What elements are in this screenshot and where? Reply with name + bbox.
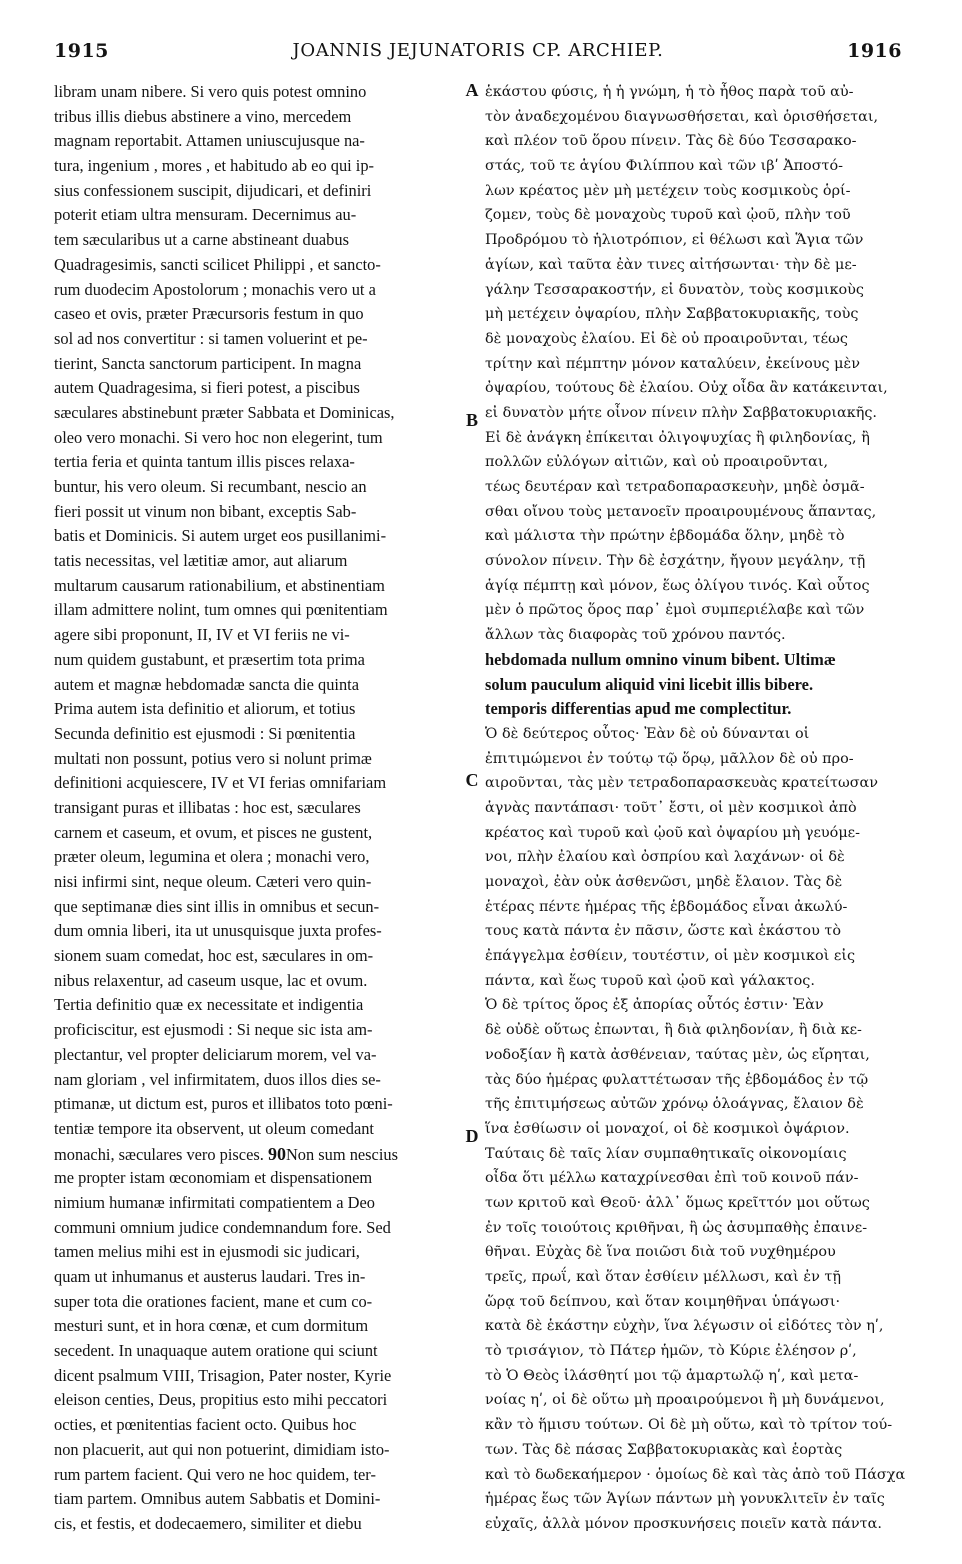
latin-line: tertia feria et quinta tantum illis pisces relaxa- [54, 452, 355, 472]
greek-line: δὲ οὐδὲ οὕτως ἐπωνται, ἢ διὰ φιληδονίαν, ἢ διὰ κε- [485, 1022, 862, 1039]
greek-line: ἑτέρας πέντε ἡμέρας τῆς ἑβδομάδος εἶναι ἀκωλύ- [485, 898, 848, 915]
latin-line: tem sæcularibus ut a carne abstineant duabus [54, 230, 349, 250]
latin-line: me propter istam œconomiam et dispensationem [54, 1168, 373, 1188]
greek-line: τρεῖς, πρωΐ, καὶ ὅταν ἐσθίειν μέλλωσι, καὶ ἐν τῇ [485, 1269, 841, 1285]
greek-line: πολλῶν εὐλόγων αἰτιῶν, καὶ οὐ προαιροῦνται, [485, 454, 829, 471]
greek-line: τέως δευτέραν καὶ τετραδοπαρασκευὴν, μηδὲ ὀσμᾶ- [485, 479, 865, 495]
greek-line: μὲν ὁ πρῶτος ὅρος παρ᾽ ἐμοὶ συμπεριέλαβε καὶ τῶν [485, 602, 865, 619]
greek-line: τὸ Ὁ Θεὸς ἱλάσθητί μοι τῷ ἁμαρτωλῷ ηʹ, καὶ μετα- [485, 1367, 859, 1384]
greek-line: ἡμέρας ἕως τῶν Ἁγίων πάντων μὴ γονυκλιτεῖν ἐν ταῖς [485, 1491, 885, 1508]
greek-line: τὸ τρισάγιον, τὸ Πάτερ ἡμῶν, τὸ Κύριε ἐλέησον ρʹ, [485, 1343, 857, 1360]
greek-line: δὲ μοναχοὺς ἐλαίου. Εἰ δὲ οὐ προαιροῦνται, τέως [485, 330, 848, 347]
greek-line: νοίας ηʹ, οἱ δὲ οὕτω μὴ προαιρούμενοι ἢ μὴ δυνάμενοι, [485, 1392, 885, 1409]
latin-line: rum duodecim Apostolorum ; monachis vero ut a [54, 279, 376, 299]
running-title: JOANNIS JEJUNATORIS CP. ARCHIEP. [292, 40, 664, 61]
page-number-right: 1916 [847, 40, 902, 62]
greek-line: γάλην Τεσσαρακοστήν, εἰ δυνατὸν, τοὺς κοσμικοὺς [485, 281, 864, 298]
running-header [54, 40, 902, 70]
greek-line: τῆς ἐπιτιμήσεως αὐτῶν χρόνῳ ὁλοάγνας, ἔλαιον δὲ [485, 1096, 864, 1113]
greek-line: νοι, πλὴν ἐλαίου καὶ ὀσπρίου καὶ λαχάνων· οἱ δὲ [485, 849, 845, 866]
latin-line: super tota die orationes facient, mane et cum co- [54, 1291, 373, 1311]
latin-line: Quadragesimis, sancti scilicet Philippi , et sancto- [54, 254, 381, 274]
latin-line: batis et Dominicis. Si autem urget eos pusillanimi- [54, 526, 387, 546]
greek-line: εὐχαῖς, ἀλλὰ μόνον προσκυνήσεις ποιεῖν κατὰ πάντα. [485, 1515, 882, 1532]
latin-line: cis, et festis, et dodecaemero, similiter et diebu [54, 1513, 362, 1533]
latin-line: dicent psalmum VIII, Trisagion, Pater noster, Kyrie [54, 1365, 392, 1385]
latin-line: tamen melius mihi est in ejusmodi sic judicari, [54, 1242, 360, 1262]
latin-line: nibus relaxentur, ad caseum usque, lac et ovum. [54, 970, 368, 990]
greek-line: σθαι οἴνου τοὺς μετανοεῖν προαιρουμένους ἅπαντας, [485, 503, 877, 520]
greek-line: σύνολον πίνειν. Τὴν δὲ ἐσχάτην, ἤγουν μεγάλην, τῇ [485, 553, 866, 570]
greek-line: Ταύταις δὲ ταῖς λίαν συμπαθητικαῖς οἰκονομίαις [485, 1145, 847, 1162]
greek-line: νοδοξίαν ἢ κατὰ ἀσθένειαν, ταύτας μὲν, ὡς εἴρηται, [485, 1046, 870, 1063]
latin-line: sius confessionem suscipit, dijudicari, et definiri [54, 180, 372, 200]
greek-line: καὶ μάλιστα τὴν πρώτην ἑβδομάδα ὅλην, μηδὲ τὸ [485, 528, 845, 545]
latin-line: rum partem facient. Qui vero ne hoc quidem, ter- [54, 1464, 376, 1484]
page-number-left: 1915 [54, 40, 109, 62]
latin-line: tribus illis diebus abstinere a vino, mercedem [54, 106, 352, 126]
greek-line: κρέατος καὶ τυροῦ καὶ ᾠοῦ καὶ ὀψαρίου μὴ γευόμε- [485, 824, 860, 841]
latin-line: temporis differentias apud me complectitur. [485, 699, 792, 719]
greek-line: τρίτην καὶ πέμπτην μόνον καταλύειν, ἐκείνους μὲν [485, 355, 860, 372]
latin-line: agere sibi proponunt, II, IV et VI feriis ne vi- [54, 625, 350, 645]
latin-line: sæculares abstinebunt præter Sabbata et Dominicas, [54, 402, 395, 422]
greek-line: Ὁ δὲ δεύτερος οὗτος· Ἐὰν δὲ οὐ δύνανται οἱ [485, 725, 810, 742]
greek-line: κἂν τὸ ἥμισυ τούτων. Οἱ δὲ μὴ οὕτω, καὶ τὸ τρίτον τού- [485, 1417, 893, 1434]
latin-line: num quidem gustabunt, et præsertim tota prima [54, 649, 365, 669]
section-marker-b: B [465, 410, 478, 430]
greek-line: ἐπιτιμώμενοι ἐν τούτῳ τῷ ὅρῳ, μᾶλλον δὲ οὐ προ- [485, 750, 854, 767]
greek-line: αιροῦνται, τὰς μὲν τετραδοπαρασκευὰς κρατείτωσαν [485, 775, 878, 792]
greek-line: εἰ δυνατὸν μήτε οἶνον πίνειν πλὴν Σαββατοκυριακῆς. [485, 404, 877, 421]
latin-line: poterit etiam ultra mensuram. Decernimus au- [54, 205, 357, 225]
greek-line: καὶ πλέον τοῦ ὅρου πίνειν. Τὰς δὲ δύο Τεσσαρακο- [485, 133, 857, 150]
latin-line: libram unam nibere. Si vero quis potest omnino [54, 82, 367, 101]
latin-line: eleison centies, Deus, propitius esto mihi peccatori [54, 1390, 388, 1410]
latin-line: tentiæ tempore ita observent, ut oleum comedant [54, 1118, 374, 1138]
greek-line: λων κρέατος μὲν μὴ μετέχειν τοὺς κοσμικοὺς ὁρί- [485, 182, 851, 199]
latin-line: caseo et ovis, præter Præcursoris festum in quo [54, 304, 364, 324]
greek-line: ἐν τοῖς τοιούτοις κριθῆναι, ἢ ὡς ἀσυμπαθὴς ἐπαινε- [485, 1219, 868, 1236]
latin-line: dum omnia liberi, ita ut unusquisque juxta profes- [54, 921, 382, 941]
greek-line: στάς, τοῦ τε ἁγίου Φιλίππου καὶ τῶν ιβʹ Ἀποστό- [485, 158, 844, 175]
latin-line: secedent. In unaquaque autem orationе qui sciunt [54, 1341, 378, 1361]
latin-line: tura, ingenium , mores , et habitudo ab eo qui ip- [54, 156, 375, 176]
latin-line: sol ad nos convertitur : si tamen voluerint et pe- [54, 328, 368, 348]
latin-line: multarum causarum rationabilium, et abstinentiam [54, 575, 385, 595]
latin-line: ptimanæ, ut dictum est, puros et illibatos toto pœni- [54, 1094, 393, 1114]
latin-line: mesturi sunt, et in hora cœnæ, et cum dormitum [54, 1316, 369, 1336]
latin-line: oleo vero monachi. Si vero hoc non elegerint, tum [54, 427, 383, 447]
greek-line: των κριτοῦ καὶ Θεοῦ· ἀλλ᾽ ὅμως κρεῖττόν μοι οὕτως [485, 1194, 870, 1211]
latin-line: nisi infirmi sint, neque oleum. Cæteri vero quin- [54, 872, 372, 891]
latin-line: Secunda definitio est ejusmodi : Si pœnitentia [54, 723, 356, 743]
latin-line: fieri possit ut vinum non bibant, exceptis Sab- [54, 501, 357, 521]
greek-line: πάντα, καὶ ἕως τυροῦ καὶ ᾠοῦ καὶ γάλακτος. [485, 972, 815, 989]
text-fragment: monachi, sæculares vero pisces. [54, 1144, 264, 1164]
greek-line: ὀψαρίου, τούτους δὲ ἐλαίου. Οὐχ οἶδα ἂν κατάκεινται, [485, 380, 888, 397]
latin-line: nam gloriam , vel infirmitatem, duos illos dies se- [54, 1069, 381, 1089]
latin-line: que septimanæ dies sint illis in omnibus et secun- [54, 896, 380, 916]
latin-line: transigant puras et illibatas : hoc est, sæculares [54, 797, 361, 817]
greek-line: ζομεν, τοὺς δὲ μοναχοὺς τυροῦ καὶ ᾠοῦ, πλὴν τοῦ [485, 207, 851, 224]
text-fragment: Non sum nescius [285, 1144, 398, 1164]
latin-line: tiam partem. Omnibus autem Sabbatis et Domini- [54, 1489, 381, 1509]
latin-line: Prima autem ista definitio et aliorum, et totius [54, 699, 356, 719]
latin-line: carnem et caseum, et ovum, et pisces ne gustent, [54, 822, 373, 842]
greek-line: θῆναι. Εὐχὰς δὲ ἵνα ποιῶσι διὰ τοῦ νυχθημέρου [485, 1244, 836, 1261]
latin-line: buntur, his vero oleum. Si recumbant, nescio an [54, 477, 367, 496]
greek-line: μοναχοὶ, ἐὰν οὐκ ἀσθενῶσι, μηδὲ ἔλαιον. Τὰς δὲ [485, 874, 843, 890]
greek-line: ἑκάστου φύσις, ἡ ἡ γνώμη, ἡ τὸ ἦθος παρὰ τοῦ αὐ- [485, 84, 854, 100]
latin-line: quam ut inhumanus et austerus laudari. Tres in- [54, 1267, 366, 1286]
latin-line: autem Quadragesima, si fieri potest, a piscibus [54, 378, 360, 398]
section-marker-d: D [465, 1126, 479, 1146]
latin-line: illam admittere nolint, tum omnes qui pœnitentiam [54, 600, 388, 620]
greek-line: ἁγνὰς παντάπασι· τοῦτ᾽ ἔστι, οἱ μὲν κοσμικοὶ ἀπὸ [485, 799, 857, 816]
greek-column [485, 80, 905, 1550]
greek-line: ἐπάγγελμα ἐσθίειν, τουτέστιν, οἱ μὲν κοσμικοὶ εἰς [485, 948, 856, 965]
latin-line: nimium humanæ infirmitati compatientem a Deo [54, 1192, 375, 1212]
greek-line: τὰς δύο ἡμέρας φυλαττέτωσαν τῆς ἑβδομάδος ἐν τῷ [485, 1071, 869, 1088]
latin-line: definitioni acquiescere, IV et VI ferias omnifariam [54, 773, 387, 793]
greek-line: ὥρᾳ τοῦ δείπνου, καὶ ὅταν κοιμηθῆναι ὑπάγωσι· [485, 1293, 841, 1310]
text-line [54, 1142, 462, 1167]
greek-line: Προδρόμου τὸ ἡλιοτρόπιον, εἰ θέλωσι καὶ Ἅγια τῶν [485, 232, 864, 249]
latin-line: octies, et pœnitentias facient octo. Quibus hoc [54, 1415, 357, 1435]
page-break-number: 90 [267, 1143, 286, 1164]
greek-line: ἵνα ἐσθίωσιν οἱ μοναχοί, οἱ δὲ κοσμικοὶ ὀψάριον. [485, 1120, 850, 1137]
greek-line: οἶδα ὅτι μέλλω καταχρίνεσθαι ἐπὶ τοῦ κοινοῦ πάν- [485, 1170, 859, 1187]
latin-line: hebdomada nullum omnino vinum bibent. Ultimæ [485, 649, 836, 669]
latin-line: communi omnium judice condemnandum fore. Sed [54, 1217, 391, 1237]
greek-line: κατὰ δὲ ἑκάστην εὐχὴν, ἵνα λέγωσιν οἱ εἰδότες τὸν ηʹ, [485, 1318, 884, 1335]
latin-line: non placuerit, aut qui non potuerint, dimidiam isto- [54, 1439, 390, 1459]
latin-column [54, 80, 462, 1550]
greek-line: ἁγίων, καὶ ταῦτα ἐὰν τινες αἰτήσωνται· τὴν δὲ με- [485, 256, 857, 273]
latin-line: multati non possunt, potius vero si nolunt primæ [54, 748, 372, 768]
greek-line: Ὁ δὲ τρίτος ὅρος ἐξ ἀπορίας οὗτός ἐστιν· Ἐὰν [485, 997, 824, 1014]
latin-line: præter oleum, legumina et olera ; monachi vero, [54, 847, 370, 867]
latin-line: Tertia definitio quæ ex necessitate et indigentia [54, 995, 364, 1015]
greek-line: ἄλλων τὰς διαφορὰς τοῦ χρόνου παντός. [485, 627, 786, 644]
latin-line: plectantur, vel propter deliciarum morem, vel va- [54, 1044, 377, 1064]
latin-line: magnam reportabit. Attamen uniuscujusque na- [54, 131, 365, 151]
section-marker-c: C [465, 770, 479, 790]
greek-line: των. Τὰς δὲ πάσας Σαββατοκυριακὰς καὶ ἑορτὰς [485, 1441, 843, 1458]
latin-line: tatis necessitas, vel lætitiæ amor, aut aliarum [54, 551, 348, 571]
greek-line: μὴ μετέχειν ὀψαρίου, πλὴν Σαββατοκυριακῆς, τοὺς [485, 306, 859, 323]
latin-line: proficiscitur, est ejusmodi : Si neque sic ista am- [54, 1020, 373, 1040]
latin-line: solum pauculum aliquid vini licebit illis bibere. [485, 674, 814, 694]
latin-line: sionem suam comedat, hoc est, sæculares in om- [54, 946, 374, 966]
greek-line: Εἰ δὲ ἀνάγκη ἐπίκειται ὀλιγοψυχίας ἢ φιληδονίας, ἢ [485, 429, 870, 446]
greek-line: τους κατὰ πάντα ἐν πᾶσιν, ὥστε καὶ ἑκάστου τὸ [485, 923, 842, 940]
greek-line: ἁγίᾳ πέμπτῃ καὶ μόνον, ἕως ὀλίγου τινός. Καὶ οὗτος [485, 577, 870, 594]
latin-line: tierint, Sancta sanctorum participent. In magna [54, 353, 362, 373]
greek-line: καὶ τὸ δωδεκαήμερον · ὁμοίως δὲ καὶ τὰς ἀπὸ τοῦ Πάσχα [485, 1466, 905, 1483]
section-marker-a: A [465, 80, 479, 100]
greek-line: τὸν ἀναδεχομένου διαγνωσθήσεται, καὶ ὁρισθήσεται, [485, 108, 879, 125]
latin-line: autem et magnæ hebdomadæ sancta die quinta [54, 674, 359, 694]
